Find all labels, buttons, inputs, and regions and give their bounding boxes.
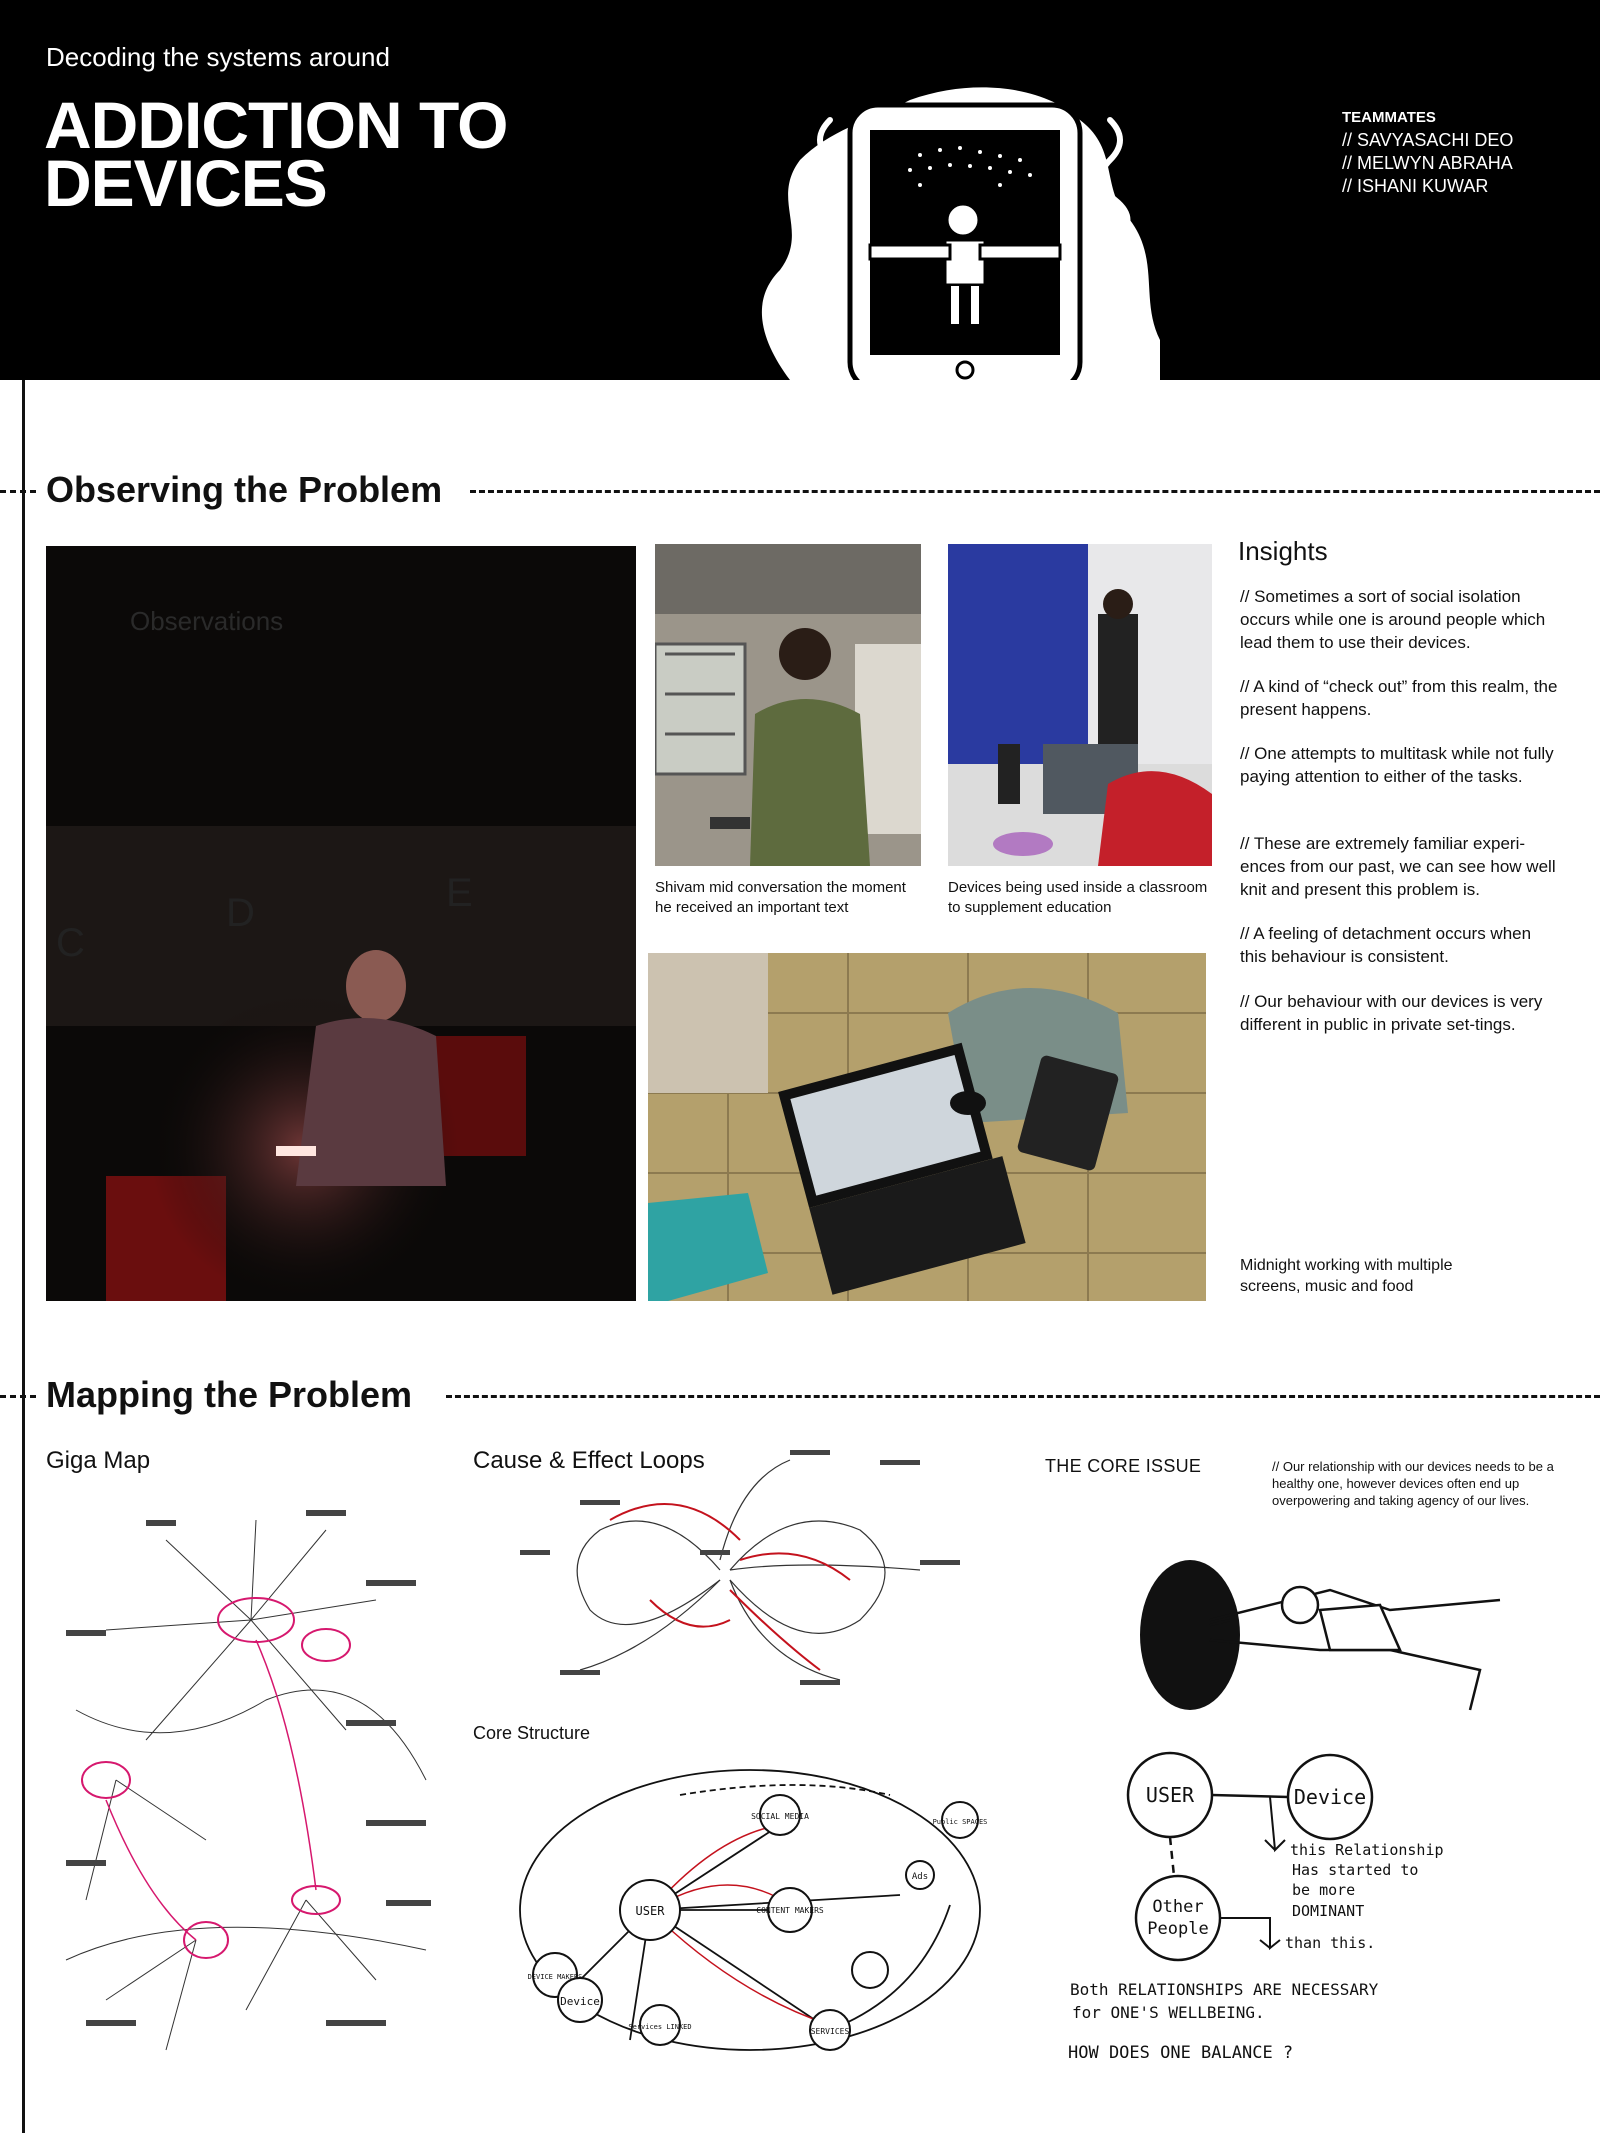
observing-heading: Observing the Problem	[46, 468, 448, 512]
cs-node-label: Public SPACES	[932, 1818, 988, 1826]
observing-section-header	[0, 468, 1600, 512]
diagram-note-line: DOMINANT	[1292, 1902, 1365, 1920]
relationship-diagram	[1060, 1740, 1560, 2080]
insight-item: // These are extremely familiar experi-ences from our past, we can see how well knit and present this problem is.	[1240, 834, 1556, 899]
diagram-people-label: People	[1147, 1919, 1209, 1939]
core-issue-title: THE CORE ISSUE	[1045, 1456, 1202, 1476]
title-line-1: ADDICTION TO	[44, 88, 508, 162]
title-line-2: DEVICES	[44, 146, 327, 220]
photo-classroom-illustration	[948, 544, 1212, 866]
mapping-section-header	[0, 1373, 1600, 1417]
cs-node-label: SOCIAL MEDIA	[751, 1812, 809, 1821]
cs-node-label: Services LINKED	[628, 2023, 692, 2031]
insight-item: // Sometimes a sort of social isolation occurs while one is around people which lead them to use their devices.	[1240, 587, 1546, 652]
dash-left	[0, 490, 36, 493]
diagram-user-label: USER	[1145, 1783, 1195, 1807]
svg-text:D: D	[226, 891, 255, 935]
cause-effect-sketch	[500, 1440, 990, 1710]
caption-shivam: Shivam mid conversation the moment he received an important text	[655, 879, 906, 916]
insights-title: Insights	[1238, 536, 1328, 566]
giga-map-sketch	[46, 1480, 456, 2070]
diagram-device-label: Device	[1293, 1785, 1367, 1809]
vertical-rule	[22, 380, 25, 2133]
teammates-label: TEAMMATES	[1342, 109, 1436, 126]
cause-effect-title: Cause & Effect Loops	[473, 1447, 705, 1474]
insight-item: // A feeling of detachment occurs when this behaviour is consistent.	[1240, 924, 1532, 966]
diagram-conclusion-2: for ONE'S WELLBEING.	[1072, 2003, 1265, 2022]
header-banner	[0, 0, 1600, 380]
diagram-other-label: Other	[1152, 1897, 1204, 1917]
teammate-name: // ISHANI KUWAR	[1342, 176, 1489, 196]
insight-item: // A kind of “check out” from this realm, the present happens.	[1240, 677, 1558, 719]
dash-right	[470, 490, 1600, 493]
dash-left	[0, 1395, 36, 1398]
svg-text:C: C	[56, 921, 85, 965]
diagram-question: HOW DOES ONE BALANCE ?	[1068, 2043, 1294, 2063]
cs-node-label: CONTENT MAKERS	[756, 1906, 824, 1915]
insight-item: // One attempts to multitask while not fully paying attention to either of the tasks.	[1240, 744, 1554, 786]
caption-classroom: Devices being used inside a classroom to supplement education	[948, 879, 1208, 916]
mapping-heading: Mapping the Problem	[46, 1373, 418, 1417]
cs-node-label: USER	[635, 1904, 665, 1918]
insight-item: // Our behaviour with our devices is very different in public in private set-tings.	[1240, 992, 1543, 1034]
teammate-name: // SAVYASACHI DEO	[1342, 130, 1514, 150]
giga-map-title: Giga Map	[46, 1447, 151, 1474]
diagram-conclusion-1: Both RELATIONSHIPS ARE NECESSARY	[1070, 1980, 1379, 1999]
core-structure-sketch	[500, 1755, 1000, 2085]
diagram-note-line: be more	[1292, 1881, 1356, 1899]
photo-woman-illustration	[46, 546, 636, 1301]
phone-person-illustration	[720, 80, 1200, 380]
teammates-list	[1342, 106, 1513, 198]
core-structure-title: Core Structure	[473, 1723, 591, 1743]
cs-node-label: Device	[560, 1995, 600, 2008]
cs-node-label: Ads	[911, 1872, 929, 1882]
cs-node-label: DEVICE MAKERS	[527, 1973, 583, 1981]
diagram-than-this: than this.	[1285, 1934, 1376, 1952]
teammate-name: // MELWYN ABRAHA	[1342, 153, 1513, 173]
page-subtitle: Decoding the systems around	[46, 42, 390, 72]
photo-midnight-work	[648, 953, 1206, 1301]
photo-shivam-illustration	[655, 544, 921, 866]
caption-midnight: Midnight working with multiple screens, music and food	[1240, 1257, 1453, 1295]
svg-text:E: E	[446, 871, 473, 915]
photo-overlay-label: Observations	[130, 606, 284, 636]
diagram-note-line: this Relationship	[1290, 1841, 1444, 1859]
core-issue-text: // Our relationship with our devices needs to be a healthy one, however devices often end up overpowering and taking agency of our lives.	[1272, 1459, 1554, 1508]
photo-classroom	[948, 544, 1212, 866]
photo-shivam	[655, 544, 921, 866]
page-title	[44, 88, 508, 220]
photo-woman-dark-theatre	[46, 546, 636, 1301]
person-into-void-illustration	[1130, 1550, 1530, 1720]
photo-midnight-illustration	[648, 953, 1206, 1301]
diagram-note-line: Has started to	[1292, 1861, 1419, 1879]
dash-right	[446, 1395, 1600, 1398]
cs-node-label: SERVICES	[810, 2027, 850, 2036]
